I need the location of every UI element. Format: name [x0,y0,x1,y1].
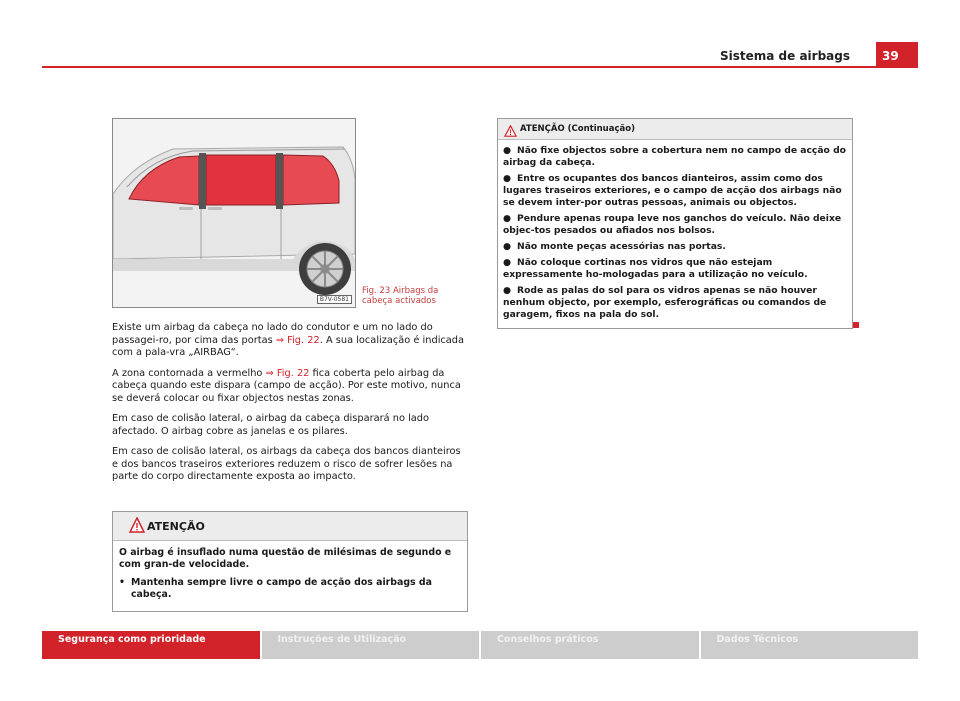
footer-tab-seguranca[interactable]: Segurança como prioridade [42,631,260,659]
text: A zona contornada a vermelho [112,367,266,379]
warning-item [503,285,847,321]
bullet-glyph: ● [503,213,512,224]
figure-caption: Fig. 23 Airbags da cabeça activados [362,286,439,306]
text: Rode as palas do sol para os vidros apenas se não houver nenhum objecto, por exemplo, esferográficas ou comandos de garagem, fixos na pala do sol. [503,285,827,320]
car-airbag-figure [112,118,356,308]
text: Pendure apenas roupa leve nos ganchos do veículo. Não deixe objec-tos pesados ou afiados nos bolsos. [503,213,842,236]
warning-title: ATENÇÃO (Continuação) [520,124,635,134]
paragraph-1 [112,322,468,360]
body-text [112,322,468,492]
text: Não monte peças acessórias nas portas. [517,241,726,252]
footer-tab-instrucoes[interactable]: Instruções de Utilização [262,631,480,659]
paragraph-3: Em caso de colisão lateral, o airbag da cabeça disparará no lado afectado. O airbag cobre as janelas e os pilares. [112,413,430,437]
text: Não fixe objectos sobre a cobertura nem no campo de acção do airbag da cabeça. [503,145,846,168]
warning-triangle-icon [504,122,517,141]
warning-continuation-box [497,118,853,329]
cross-reference-link[interactable]: ⇒ Fig. 22 [265,367,310,379]
warning-item: • Mantenha sempre livre o campo de acção dos airbags da cabeça. [119,577,461,601]
text: Não coloque cortinas nos vidros que não estejam expressamente ho-mologadas para a utilização no veículo. [503,257,808,280]
car-side-illustration [113,119,355,307]
page-number: 39 [876,42,918,68]
bullet-glyph: ● [503,257,512,268]
section-end-marker [853,322,859,328]
warning-box [112,511,468,612]
footer-section-tabs [42,631,918,659]
text: Entre os ocupantes dos bancos dianteiros, assim como dos lugares traseiros exteriores, e o campo de acção dos airbags não se devem inter-por outras pessoas, animais ou objectos. [503,173,842,208]
warning-item [503,257,847,281]
footer-tab-dados[interactable]: Dados Técnicos [701,631,919,659]
warning-item [503,241,847,253]
warning-item [503,213,847,237]
warning-header [113,512,467,541]
warning-body [113,541,467,611]
footer-tab-conselhos[interactable]: Conselhos práticos [481,631,699,659]
running-header-title: Sistema de airbags [719,49,850,63]
text: . A sua localização é indicada com a pala-vra „AIRBAG“. [112,334,465,358]
text: Existe um airbag da cabeça no lado do condutor e um no lado do passagei-ro, por cima das portas [112,322,433,346]
warning-title: ATENÇÃO [147,520,205,533]
paragraph-2 [112,368,468,406]
text: fica coberta pelo airbag da cabeça quando este dispara (campo de acção). Por este motivo, nunca se deverá colocar ou fixar objectos nestas zonas. [112,367,461,404]
warning-triangle-icon [129,517,145,537]
figure-code: B7V-0581 [317,295,352,304]
header-rule [42,66,918,68]
bullet-glyph: ● [503,145,512,156]
warning-header [498,119,852,140]
warning-item [503,145,847,169]
bullet-glyph: ● [503,173,512,184]
bullet-glyph: ● [503,285,512,296]
warning-body [498,140,852,328]
bullet-glyph: ● [503,241,512,252]
warning-intro: O airbag é insuflado numa questão de milésimas de segundo e com gran-de velocidade. [119,547,452,570]
cross-reference-link[interactable]: ⇒ Fig. 22 [275,334,320,346]
paragraph-4: Em caso de colisão lateral, os airbags da cabeça dos bancos dianteiros e dos bancos traseiros exteriores reduzem o risco de sofrer lesões na parte do corpo directamente exposta ao impacto. [112,446,461,482]
warning-item [503,173,847,209]
